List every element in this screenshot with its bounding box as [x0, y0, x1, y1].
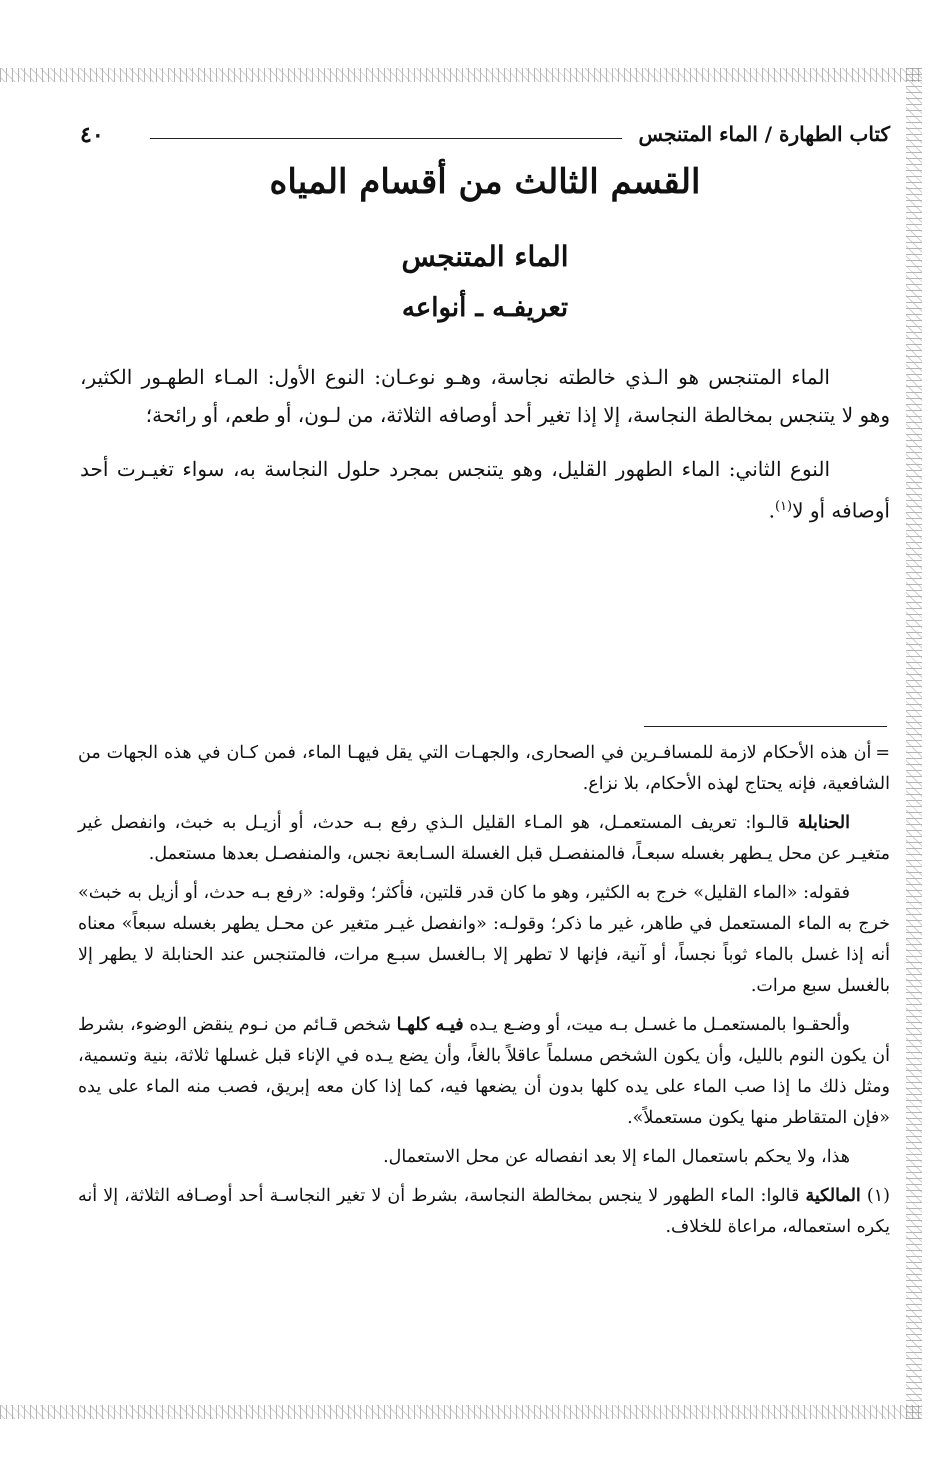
footnote-note: هذا، ولا يحكم باستعمال الماء إلا بعد انفصاله عن محل الاستعمال. [383, 1147, 850, 1167]
running-header [80, 122, 890, 156]
decorative-border-right [906, 68, 922, 1419]
footnote-ref-1: (١) [774, 499, 793, 514]
attachment-text-a: وألحقـوا بالمستعمـل ما غسـل بـه ميت، أو وضـع يـده [463, 1015, 850, 1035]
footnote-hanbali [78, 808, 890, 870]
footnote-1-text: قالوا: الماء الطهور لا ينجس بمخالطة النجاسة، بشرط أن لا تغير النجاسـة أحد أوصـافه الثلاثة، إلا أنه يكره استعماله، مراعاة للخلاف. [78, 1186, 890, 1237]
attachment-text-b: شخص قـائم من نـوم ينقض الوضوء، بشرط أن يكون النوم بالليل، وأن يكون الشخص مسلماً عاقلاً بالغاً، وأن يضع يـده في الإناء قبل غسلها ثلاثة، بنية وتسمية، ومثل ذلك ما إذا صب الماء على يده كلها بدون أن يضعها فيه، كما إذا كان معه إبريق، فصب منه الماء على يده «فإن المتقاطر منها يكون مستعملاً». [78, 1015, 890, 1128]
footnote-attachment [78, 1010, 890, 1134]
hanbali-text: قالـوا: تعريف المستعمـل، هو المـاء القليل الـذي رفع بـه حدث، أو أزيـل به خبث، وانفصل غير متغيـر عن محل يـطهر بغسله سبعـاً، فالمنفصـل قبل الغسلة السـابعة نجس، والمنفصـل بعدها مستعمل. [78, 813, 890, 864]
section-heading: القسم الثالث من أقسام المياه [269, 162, 701, 202]
footnote-separator [644, 726, 887, 727]
maliki-label: المالكية [805, 1186, 861, 1206]
continuation-marker: = [875, 743, 890, 763]
footnotes [78, 738, 890, 1251]
subject-heading: الماء المتنجس [401, 240, 569, 273]
footnote-1-number: (١) [866, 1186, 890, 1206]
main-text [80, 358, 890, 530]
hanbali-label: الحنابلة [797, 813, 850, 833]
footnote-continuation [78, 738, 890, 800]
paragraph-second-type-text: النوع الثاني: الماء الطهور القليل، وهو يتنجس بمجرد حلول النجاسة به، سواء تغيـرت أحد أوصافه أو لا [80, 457, 890, 523]
paragraph-second-type [80, 450, 890, 530]
decorative-border-top [0, 68, 922, 82]
page-number: ٤٠ [80, 122, 104, 148]
attachment-bold: فيـه كلهـا [396, 1015, 464, 1035]
continuation-text: أن هذه الأحكام لازمة للمسافـرين في الصحارى، والجهـات التي يقل فيهـا الماء، فمن كـان في هذه الجهات من الشافعية، فإنه يحتاج لهذه الأحكام، بلا نزاع. [78, 743, 890, 794]
header-rule [150, 138, 622, 139]
footnote-explanation: فقوله: «الماء القليل» خرج به الكثير، وهو ما كان قدر قلتين، فأكثر؛ وقوله: «رفع بـه حدث، أو أزيل به خبث» خرج به الماء المستعمل في طاهر، غير ما ذكر؛ وقولـه: «وانفصل غيـر متغير عن محـل يطهر بغسله سبعاً» معناه أنه إذا غسل بالماء ثوباً نجساً، أو آنية، فإنها لا تطهر إلا بـالغسل سبـع مرات، فالمتنجس عند الحنابلة لا يطهر إلا بالغسل سبع مرات. [78, 883, 890, 996]
paragraph-definition: الماء المتنجس هو الـذي خالطته نجاسة، وهـو نوعـان: النوع الأول: المـاء الطهـور الكثير، وهو لا يتنجس بمخالطة النجاسة، إلا إذا تغير أحد أوصافه الثلاثة، من لـون، أو طعم، أو رائحة؛ [80, 365, 890, 427]
footnote-1 [78, 1181, 890, 1243]
decorative-border-bottom [0, 1405, 922, 1419]
paragraph-second-type-end: . [768, 498, 775, 523]
book-title: كتاب الطهارة / الماء المتنجس [638, 122, 890, 146]
subtitle-heading: تعريفـه ـ أنواعه [401, 293, 569, 323]
